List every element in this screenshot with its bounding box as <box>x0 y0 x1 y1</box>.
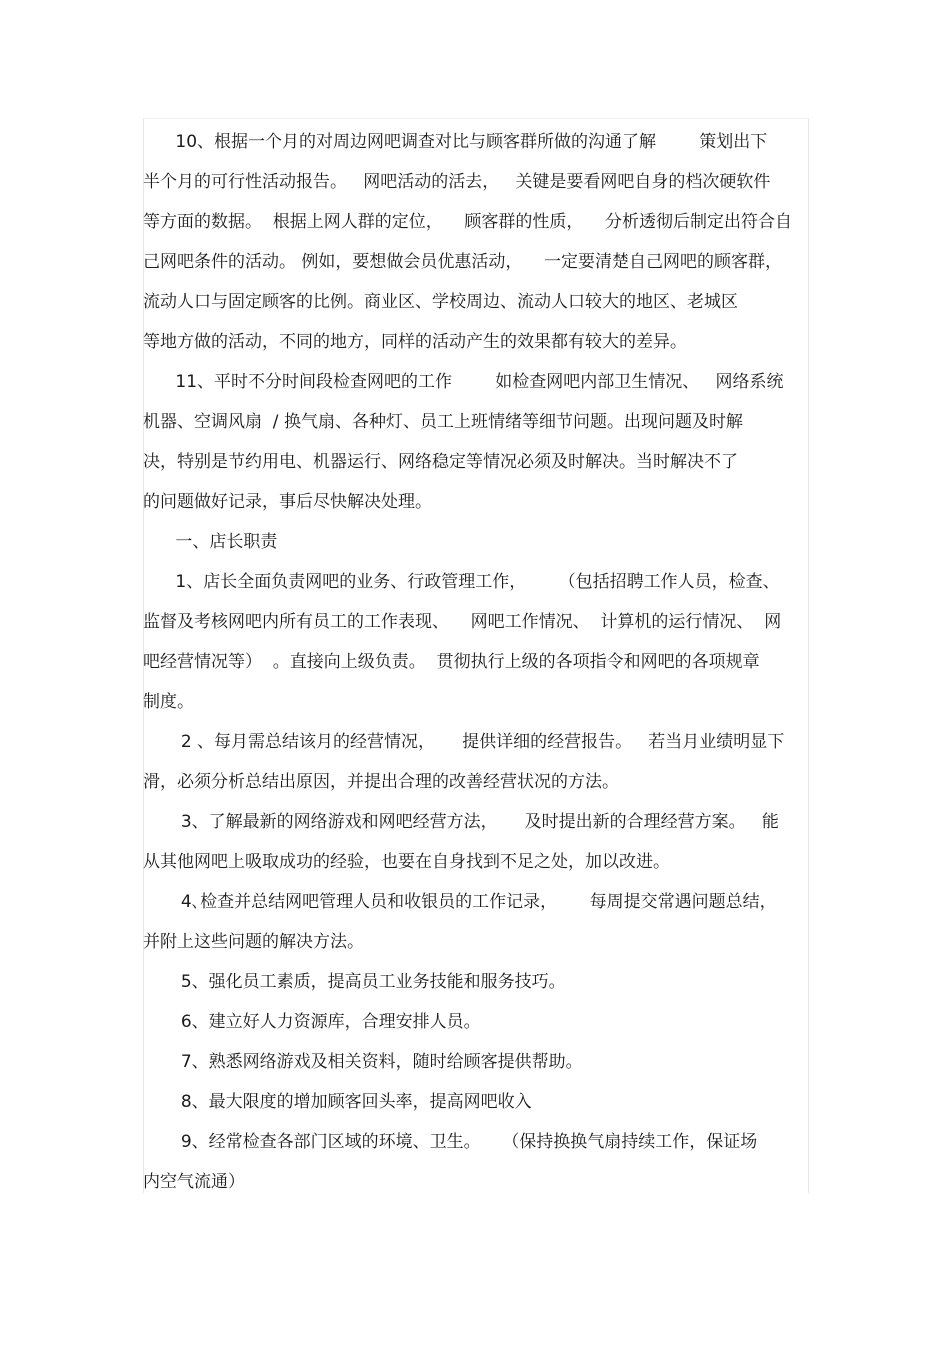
text-line: 机器、空调风扇 / 换气扇、各种灯、员工上班情绪等细节问题。出现问题及时解 <box>143 412 743 432</box>
text-line: 2 、每月需总结该月的经营情况， 提供详细的经营报告。 若当月业绩明显下 <box>143 732 785 752</box>
section-heading: 一、店长职责 <box>143 532 278 552</box>
text-line: 1、店长全面负责网吧的业务、行政管理工作， （包括招聘工作人员，检查、 <box>143 572 780 592</box>
text-line: 并附上这些问题的解决方法。 <box>143 932 364 952</box>
text-line: 内空气流通） <box>143 1172 245 1192</box>
text-line: 9、经常检查各部门区域的环境、卫生。 （保持换换气扇持续工作，保证场 <box>143 1132 758 1152</box>
text-line: 从其他网吧上吸取成功的经验，也要在自身找到不足之处，加以改进。 <box>143 852 670 872</box>
text-line: 己网吧条件的活动。 例如，要想做会员优惠活动， 一定要清楚自己网吧的顾客群， <box>143 252 783 272</box>
text-line: 的问题做好记录，事后尽快解决处理。 <box>143 492 432 512</box>
document-body <box>143 122 807 1202</box>
text-line: 滑，必须分析总结出原因，并提出合理的改善经营状况的方法。 <box>143 772 619 792</box>
text-line: 6、建立好人力资源库，合理安排人员。 <box>143 1012 481 1032</box>
text-line: 等方面的数据。 根据上网人群的定位， 顾客群的性质， 分析透彻后制定出符合自 <box>143 212 793 232</box>
text-line: 半个月的可行性活动报告。 网吧活动的活去， 关键是要看网吧自身的档次硬软件 <box>143 172 771 192</box>
text-line: 4､检查并总结网吧管理人员和收银员的工作记录， 每周提交常遇问题总结， <box>143 892 777 912</box>
text-line: 流动人口与固定顾客的比例。商业区、学校周边、流动人口较大的地区、老城区 <box>143 292 738 312</box>
text-line: 11、平时不分时间段检查网吧的工作 如检查网吧内部卫生情况、 网络系统 <box>143 372 784 392</box>
text-line: 8、最大限度的增加顾客回头率，提高网吧收入 <box>143 1092 532 1112</box>
text-line: 5、强化员工素质，提高员工业务技能和服务技巧。 <box>143 972 566 992</box>
text-line: 吧经营情况等） 。直接向上级负责。 贯彻执行上级的各项指令和网吧的各项规章 <box>143 652 760 672</box>
text-line: 10、根据一个月的对周边网吧调查对比与顾客群所做的沟通了解 策划出下 <box>143 132 768 152</box>
text-line: 决，特别是节约用电、机器运行、网络稳定等情况必须及时解决。当时解决不了 <box>143 452 738 472</box>
text-line: 3、了解最新的网络游戏和网吧经营方法， 及时提出新的合理经营方案。 能 <box>143 812 779 832</box>
text-line: 监督及考核网吧内所有员工的工作表现、 网吧工作情况、 计算机的运行情况、 网 <box>143 612 782 632</box>
text-line: 7、熟悉网络游戏及相关资料，随时给顾客提供帮助。 <box>143 1052 583 1072</box>
text-line: 等地方做的活动，不同的地方，同样的活动产生的效果都有较大的差异。 <box>143 332 687 352</box>
text-line: 制度。 <box>143 692 194 712</box>
